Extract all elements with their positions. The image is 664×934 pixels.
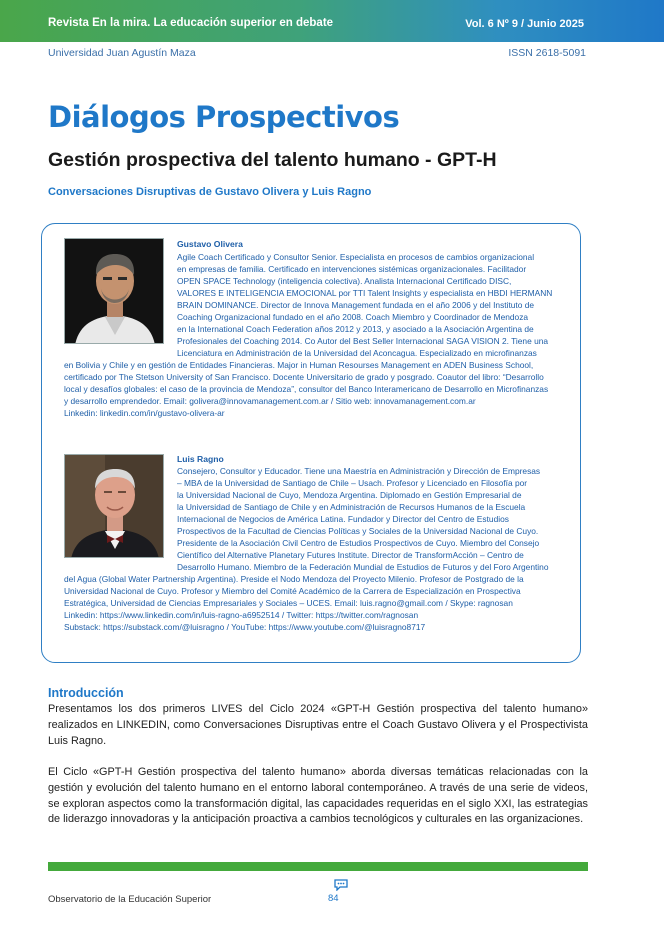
page-number: 84 (328, 893, 339, 904)
intro-paragraph-1: Presentamos los dos primeros LIVES del Ciclo 2024 «GPT-H Gestión prospectiva del talento humano» realizados en LINKEDIN, como Conversaciones Disruptivas entre el Coach Gustavo Olivera y el Prospectivista Luis Ragno. (48, 703, 588, 747)
article-title: Gestión prospectiva del talento humano - GPT-H (48, 149, 497, 171)
header-bar (0, 0, 664, 42)
university-name: Universidad Juan Agustín Maza (48, 47, 196, 59)
intro-paragraph-2: El Ciclo «GPT-H Gestión prospectiva del talento humano» aborda diversas temáticas relacionadas con la gestión y evolución del talento humano en el entorno laboral contemporáneo. A través de una serie de videos, se exploran aspectos como la transformación digital, las capacidades requeridas en el siglo XXI, las estrategias de liderazgo innovadoras y la anticipación proactiva a cambios tecnológicos y culturales en las organizaciones. (48, 766, 588, 826)
footer-observatory: Observatorio de la Educación Superior (48, 894, 212, 905)
section-title: Diálogos Prospectivos (48, 100, 400, 134)
bio-name-ragno: Luis Ragno (177, 454, 224, 464)
issue-label: Vol. 6 Nº 9 / Junio 2025 (465, 18, 584, 30)
issn-label: ISSN 2618-5091 (508, 47, 586, 59)
journal-name: Revista En la mira. La educación superior en debate (48, 17, 334, 29)
intro-heading: Introducción (48, 686, 124, 700)
author-photo-olivera (64, 238, 164, 344)
byline: Conversaciones Disruptivas de Gustavo Olivera y Luis Ragno (48, 186, 372, 198)
author-photo-ragno (64, 454, 164, 558)
chat-bubble-icon (334, 879, 348, 891)
footer-rule (48, 862, 588, 871)
bio-name-olivera: Gustavo Olivera (177, 239, 243, 249)
